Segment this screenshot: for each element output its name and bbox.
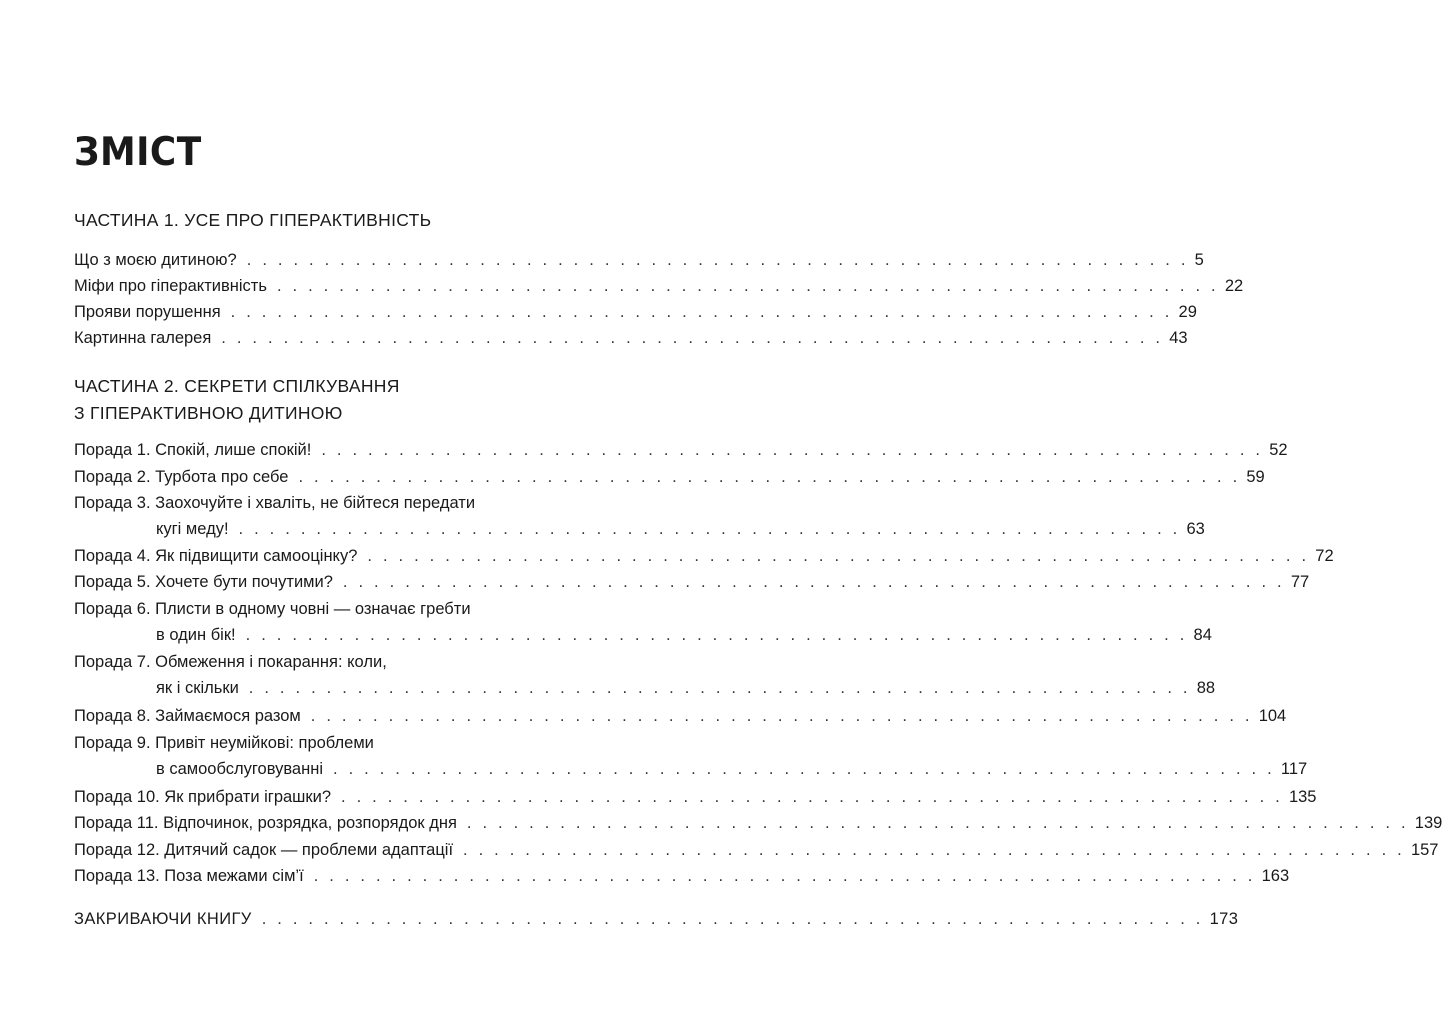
- dot-leader: . . . . . . . . . . . . . . . . . . . . . . . . . . . . . . . . . . . . . . . . . . . . . . . . . . . . . . . . . . . . .: [238, 520, 1181, 538]
- toc-entry[interactable]: [74, 325, 1188, 351]
- part-2-heading: [74, 373, 590, 427]
- entry-title: Порада 5. Хочете бути почутими?: [74, 573, 333, 591]
- part-2-heading-line-1: ЧАСТИНА 2. СЕКРЕТИ СПІЛКУВАННЯ: [74, 376, 400, 396]
- page-number: 84: [1193, 626, 1212, 644]
- entry-title: Міфи про гіперактивність: [74, 277, 267, 295]
- toc-entry-closing[interactable]: [74, 906, 1239, 932]
- page-number: 77: [1290, 573, 1310, 591]
- dot-leader: . . . . . . . . . . . . . . . . . . . . . . . . . . . . . . . . . . . . . . . . . . . . . . . . . . . . . . . . . . . . .: [367, 547, 1310, 565]
- page-number: 104: [1258, 707, 1287, 725]
- dot-leader: . . . . . . . . . . . . . . . . . . . . . . . . . . . . . . . . . . . . . . . . . . . . . . . . . . . . . . . . . . . . .: [463, 841, 1405, 859]
- entry-title: Порада 2. Турбота про себе: [74, 468, 289, 486]
- toc-entry[interactable]: [74, 730, 1308, 782]
- entry-title: Прояви порушення: [74, 303, 221, 321]
- dot-leader: . . . . . . . . . . . . . . . . . . . . . . . . . . . . . . . . . . . . . . . . . . . . . . . . . . . . . . . . . . . . .: [221, 329, 1164, 347]
- entry-title-line-1: Порада 9. Привіт неумійкові: проблеми: [74, 734, 374, 752]
- entry-title: Порада 13. Поза межами сім’ї: [74, 867, 304, 885]
- entry-title-line-1: Порада 6. Плисти в одному човні — означає гребти: [74, 600, 471, 618]
- page-number: 5: [1194, 251, 1204, 269]
- dot-leader: . . . . . . . . . . . . . . . . . . . . . . . . . . . . . . . . . . . . . . . . . . . . . . . . . . . . . . . . . . . . .: [261, 910, 1204, 928]
- dot-leader: . . . . . . . . . . . . . . . . . . . . . . . . . . . . . . . . . . . . . . . . . . . . . . . . . . . . . . . . . . . . .: [341, 788, 1283, 806]
- entry-title-line-1: Порада 3. Заохочуйте і хваліть, не бійтеся передати: [74, 494, 476, 512]
- page-number: 52: [1269, 441, 1288, 459]
- page-number: 72: [1315, 547, 1334, 565]
- dot-leader: . . . . . . . . . . . . . . . . . . . . . . . . . . . . . . . . . . . . . . . . . . . . . . . . . . . . . . . . . . . . .: [276, 277, 1219, 295]
- toc-entry[interactable]: [74, 490, 1205, 542]
- entry-title: Картинна галерея: [74, 329, 212, 347]
- page-number: 139: [1414, 814, 1442, 832]
- dot-leader: . . . . . . . . . . . . . . . . . . . . . . . . . . . . . . . . . . . . . . . . . . . . . . . . . . . . . . . . . . . . .: [310, 707, 1253, 725]
- entry-title: в самообслуговуванні: [156, 760, 323, 778]
- page-number: 117: [1280, 760, 1308, 778]
- page-number: 173: [1209, 910, 1239, 928]
- toc-entry[interactable]: [74, 299, 1197, 325]
- entry-title: Порада 4. Як підвищити самооцінку?: [74, 547, 358, 565]
- entry-title: в один бік!: [156, 626, 236, 644]
- toc-entry[interactable]: [74, 569, 1310, 595]
- entry-title: як і скільки: [156, 679, 239, 697]
- entry-title: Порада 11. Відпочинок, розрядка, розпорядок дня: [74, 814, 457, 832]
- dot-leader: . . . . . . . . . . . . . . . . . . . . . . . . . . . . . . . . . . . . . . . . . . . . . . . . . . . . . . . . . . . . .: [230, 303, 1173, 321]
- entry-title: кугі меду!: [156, 520, 229, 538]
- page-number: 43: [1169, 329, 1188, 347]
- toc-entry[interactable]: [74, 543, 1334, 569]
- dot-leader: . . . . . . . . . . . . . . . . . . . . . . . . . . . . . . . . . . . . . . . . . . . . . . . . . . . . . . . . . . . . .: [466, 814, 1409, 832]
- page-number: 22: [1224, 277, 1244, 295]
- toc-entry[interactable]: [74, 464, 1265, 490]
- entry-title: Порада 1. Спокій, лише спокій!: [74, 441, 312, 459]
- entry-title: Порада 12. Дитячий садок — проблеми адаптації: [74, 841, 454, 859]
- entry-title: Що з моєю дитиною?: [74, 251, 237, 269]
- entry-title: Порада 10. Як прибрати іграшки?: [74, 788, 332, 806]
- toc-entry[interactable]: [74, 810, 1442, 836]
- dot-leader: . . . . . . . . . . . . . . . . . . . . . . . . . . . . . . . . . . . . . . . . . . . . . . . . . . . . . . . . . . . . .: [298, 468, 1241, 486]
- dot-leader: . . . . . . . . . . . . . . . . . . . . . . . . . . . . . . . . . . . . . . . . . . . . . . . . . . . . . . . . . . . . .: [245, 626, 1188, 644]
- part-2-heading-line-2: З ГІПЕРАКТИВНОЮ ДИТИНОЮ: [74, 403, 343, 423]
- dot-leader: . . . . . . . . . . . . . . . . . . . . . . . . . . . . . . . . . . . . . . . . . . . . . . . . . . . . . . . . . . . . .: [333, 760, 1275, 778]
- dot-leader: . . . . . . . . . . . . . . . . . . . . . . . . . . . . . . . . . . . . . . . . . . . . . . . . . . . . . . . . . . . . .: [342, 573, 1285, 591]
- toc-entry[interactable]: [74, 247, 1204, 273]
- toc-entry[interactable]: [74, 596, 1212, 648]
- page-number: 88: [1196, 679, 1216, 697]
- dot-leader: . . . . . . . . . . . . . . . . . . . . . . . . . . . . . . . . . . . . . . . . . . . . . . . . . . . . . . . . . . . . .: [313, 867, 1256, 885]
- page-number: 59: [1246, 468, 1265, 486]
- toc-entry[interactable]: [74, 649, 1216, 701]
- toc-entry[interactable]: [74, 863, 1290, 889]
- toc-entry[interactable]: [74, 273, 1244, 299]
- dot-leader: . . . . . . . . . . . . . . . . . . . . . . . . . . . . . . . . . . . . . . . . . . . . . . . . . . . . . . . . . . . . .: [248, 679, 1191, 697]
- dot-leader: . . . . . . . . . . . . . . . . . . . . . . . . . . . . . . . . . . . . . . . . . . . . . . . . . . . . . . . . . . . . .: [321, 441, 1264, 459]
- page-number: 29: [1178, 303, 1197, 321]
- page-number: 157: [1410, 841, 1439, 859]
- toc-entry[interactable]: [74, 837, 1439, 863]
- toc-entry[interactable]: [74, 703, 1287, 729]
- entry-title-line-1: Порада 7. Обмеження і покарання: коли,: [74, 653, 387, 671]
- part-1-heading: ЧАСТИНА 1. УСЕ ПРО ГІПЕРАКТИВНІСТЬ: [74, 210, 432, 230]
- page-title: ЗМІСТ: [74, 130, 202, 175]
- page-number: 63: [1186, 520, 1205, 538]
- page-number: 135: [1288, 788, 1317, 806]
- toc-entry[interactable]: [74, 437, 1288, 463]
- toc-entry[interactable]: [74, 784, 1317, 810]
- entry-title: ЗАКРИВАЮЧИ КНИГУ: [74, 910, 252, 928]
- page-number: 163: [1261, 867, 1290, 885]
- entry-title: Порада 8. Займаємося разом: [74, 707, 301, 725]
- dot-leader: . . . . . . . . . . . . . . . . . . . . . . . . . . . . . . . . . . . . . . . . . . . . . . . . . . . . . . . . . . . . .: [246, 251, 1189, 269]
